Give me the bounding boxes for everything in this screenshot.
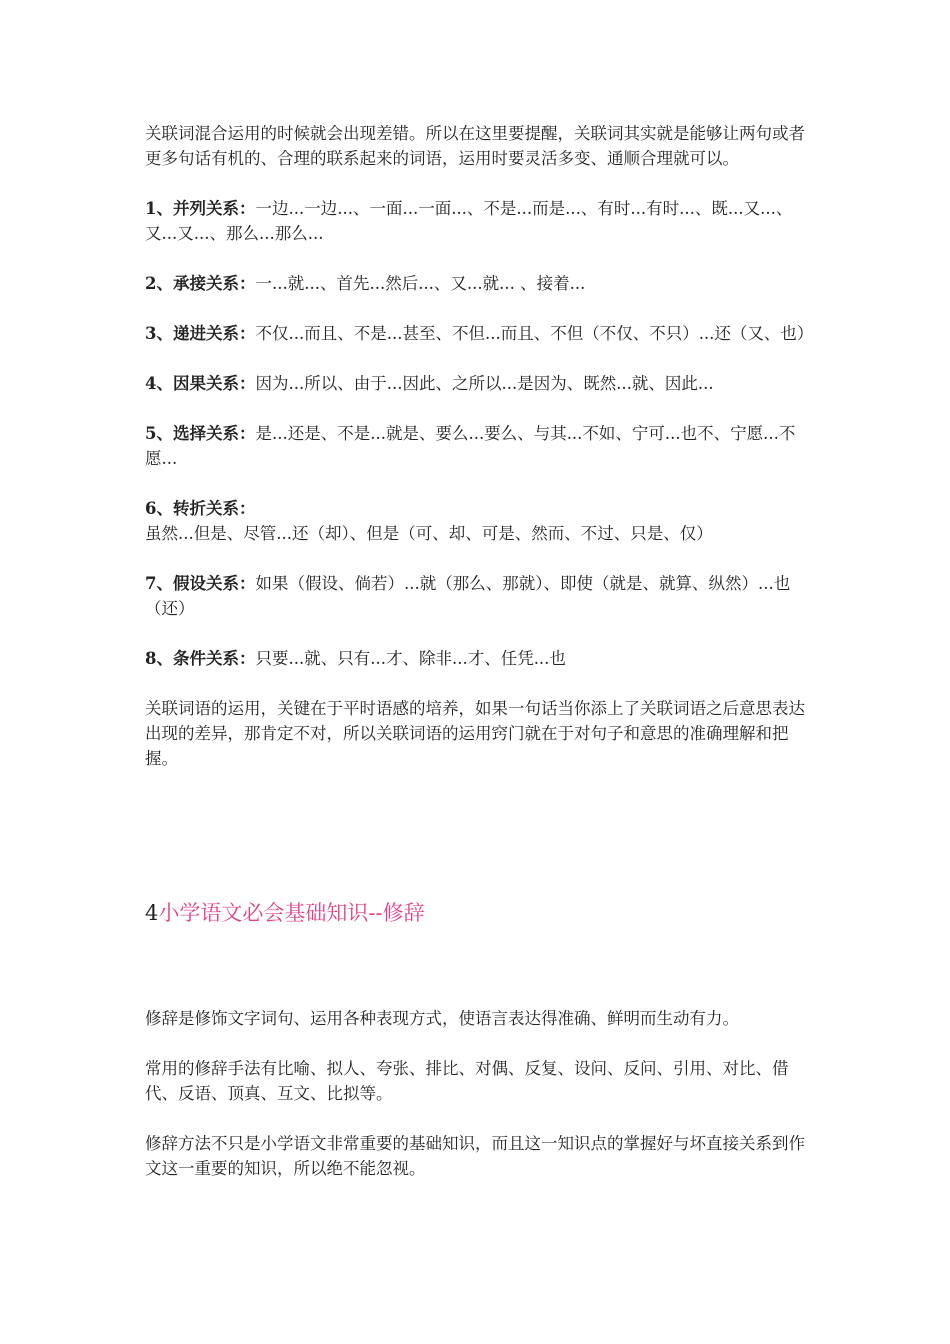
relation-text: 因为...所以、由于...因此、之所以...是因为、既然...就、因此... bbox=[255, 374, 714, 393]
relation-item bbox=[145, 496, 817, 546]
relation-text: 只要...就、只有...才、除非...才、任凭...也 bbox=[255, 649, 566, 668]
rhetoric-paragraph: 常用的修辞手法有比喻、拟人、夸张、排比、对偶、反复、设问、反问、引用、对比、借代、反语、顶真、互文、比拟等。 bbox=[145, 1059, 789, 1103]
section-number: 4 bbox=[145, 901, 159, 925]
relation-item bbox=[145, 421, 817, 471]
relation-label: 7、假设关系： bbox=[145, 574, 256, 593]
relation-text: 是...还是、不是...就是、要么...要么、与其...不如、宁可...也不、宁愿...不愿... bbox=[145, 424, 796, 468]
summary-paragraph: 关联词语的运用，关键在于平时语感的培养，如果一句话当你添上了关联词语之后意思表达出现的差异，那肯定不对，所以关联词语的运用窍门就在于对句子和意思的准确理解和把握。 bbox=[145, 699, 805, 768]
section-heading bbox=[145, 898, 817, 928]
relation-text: 不仅...而且、不是...甚至、不但...而且、不但（不仅、不只）...还（又、也） bbox=[255, 324, 814, 343]
rhetoric-paragraph: 修辞是修饰文字词句、运用各种表现方式，使语言表达得准确、鲜明而生动有力。 bbox=[145, 1009, 739, 1028]
relation-label: 5、选择关系： bbox=[145, 424, 256, 443]
section-title: 小学语文必会基础知识--修辞 bbox=[158, 901, 425, 925]
relation-item bbox=[145, 571, 817, 621]
relation-text: 虽然...但是、尽管...还（却）、但是（可、却、可是、然而、不过、只是、仅） bbox=[145, 524, 713, 543]
relation-text: 一...就...、首先...然后...、又...就... 、接着... bbox=[255, 274, 586, 293]
relation-label: 8、条件关系： bbox=[145, 649, 256, 668]
relation-label: 4、因果关系： bbox=[145, 374, 256, 393]
relation-item bbox=[145, 321, 817, 346]
relation-item bbox=[145, 196, 817, 246]
relation-text: 如果（假设、倘若）...就（那么、那就）、即使（就是、就算、纵然）...也（还） bbox=[145, 574, 791, 618]
relation-item bbox=[145, 646, 817, 671]
relation-label: 2、承接关系： bbox=[145, 274, 256, 293]
relation-label: 1、并列关系： bbox=[145, 199, 256, 218]
rhetoric-section bbox=[145, 1006, 817, 1206]
conjunction-section bbox=[145, 121, 817, 796]
relation-text: 一边...一边...、一面...一面...、不是...而是...、有时...有时...、既...又...、又...又...、那么...那么... bbox=[145, 199, 793, 243]
relation-label: 3、递进关系： bbox=[145, 324, 256, 343]
rhetoric-paragraph: 修辞方法不只是小学语文非常重要的基础知识，而且这一知识点的掌握好与坏直接关系到作文这一重要的知识，所以绝不能忽视。 bbox=[145, 1134, 805, 1178]
relation-item bbox=[145, 271, 817, 296]
relation-item bbox=[145, 371, 817, 396]
intro-paragraph: 关联词混合运用的时候就会出现差错。所以在这里要提醒，关联词其实就是能够让两句或者更多句话有机的、合理的联系起来的词语，运用时要灵活多变、通顺合理就可以。 bbox=[145, 124, 805, 168]
relation-label: 6、转折关系： bbox=[145, 499, 256, 518]
